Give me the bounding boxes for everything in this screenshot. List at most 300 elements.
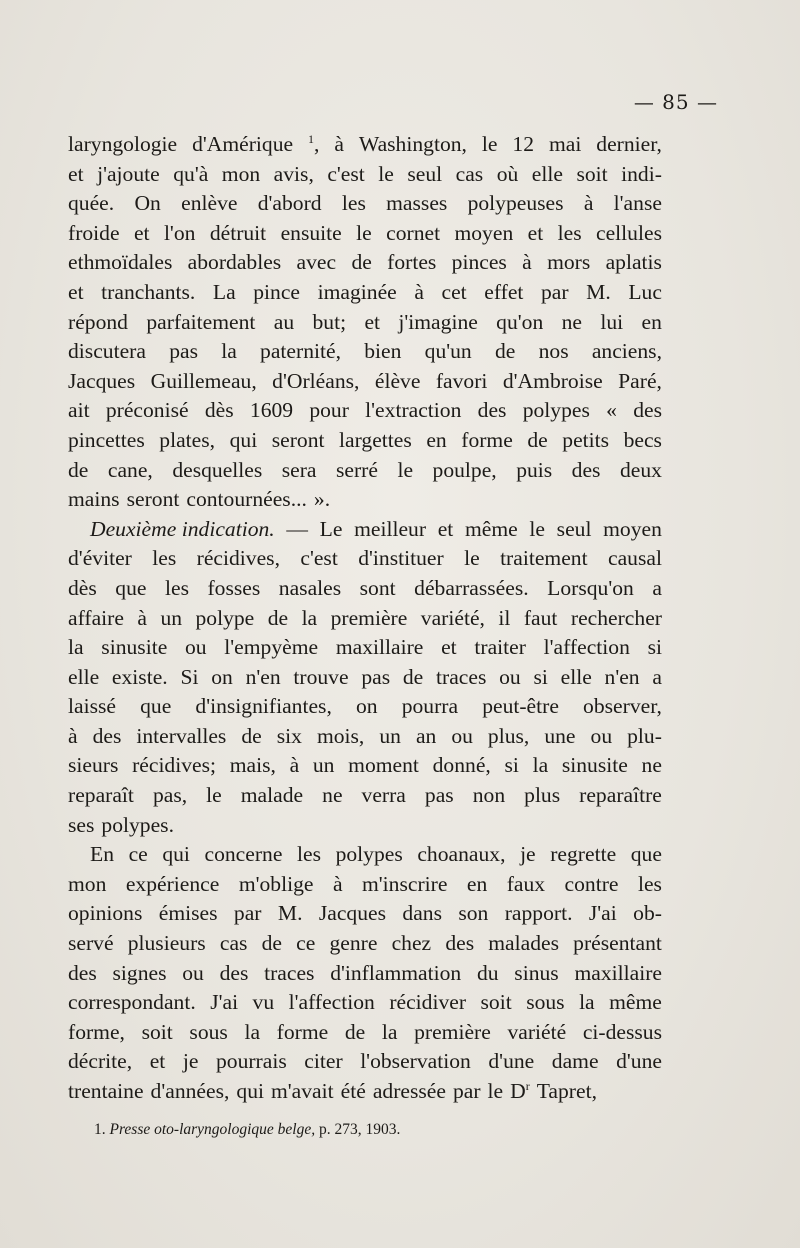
word: laissé bbox=[68, 694, 116, 719]
text-line bbox=[68, 426, 662, 456]
word: ou bbox=[182, 960, 204, 985]
word: enlève bbox=[181, 191, 238, 216]
word: elle bbox=[560, 664, 592, 689]
word: pourrais bbox=[215, 1049, 287, 1074]
word: reparaître bbox=[579, 783, 662, 808]
word: de bbox=[344, 1019, 366, 1044]
word: où bbox=[496, 161, 519, 186]
word: mains bbox=[68, 487, 120, 512]
word: d'Ambroise bbox=[502, 368, 603, 393]
word: la bbox=[381, 1019, 398, 1044]
word: contournées... bbox=[186, 487, 307, 512]
word: moyen bbox=[603, 516, 662, 541]
word: c'est bbox=[300, 546, 338, 571]
word: de bbox=[68, 457, 89, 482]
word: ne bbox=[641, 753, 662, 778]
word: polypeuses bbox=[467, 191, 564, 216]
word: cas bbox=[219, 931, 248, 956]
word: à bbox=[332, 871, 343, 896]
text-line bbox=[68, 751, 662, 781]
word: correspondant. bbox=[68, 990, 196, 1015]
word: pince bbox=[253, 279, 301, 304]
footnote bbox=[94, 1121, 654, 1139]
word: du bbox=[476, 960, 499, 985]
word: la bbox=[579, 990, 595, 1015]
word: meilleur bbox=[354, 516, 427, 541]
word: petits bbox=[562, 427, 610, 452]
word: dernier, bbox=[596, 132, 662, 156]
word: qu'à bbox=[173, 161, 209, 186]
word: et bbox=[133, 220, 150, 245]
text-line bbox=[68, 574, 662, 604]
word: le bbox=[464, 546, 480, 571]
word: les bbox=[297, 842, 321, 867]
word: ethmoïdales bbox=[68, 250, 173, 275]
word: favori bbox=[435, 368, 488, 393]
text-line bbox=[68, 367, 662, 397]
word: verra bbox=[361, 783, 406, 808]
word: les bbox=[637, 871, 662, 896]
text-line bbox=[68, 722, 662, 752]
word: polype bbox=[195, 605, 255, 630]
word: J'ai bbox=[588, 901, 617, 926]
text-line bbox=[68, 840, 662, 870]
word: lui bbox=[600, 309, 624, 334]
word: répond bbox=[68, 309, 128, 334]
word: ait bbox=[68, 398, 90, 423]
word: polypes bbox=[522, 398, 590, 423]
word: récidiver bbox=[389, 990, 467, 1015]
word: ne bbox=[561, 309, 582, 334]
word: ou bbox=[499, 664, 521, 689]
word: forme, bbox=[68, 1019, 125, 1044]
word: ci-dessus bbox=[582, 1019, 662, 1044]
word: à bbox=[583, 191, 594, 216]
word: ob- bbox=[633, 901, 662, 926]
word: Le bbox=[319, 516, 343, 541]
word: de bbox=[241, 723, 262, 748]
word: opinions bbox=[68, 901, 143, 926]
word: d'abord bbox=[257, 191, 322, 216]
word: poulpe, bbox=[432, 457, 497, 482]
word: soit bbox=[480, 990, 512, 1015]
text-line bbox=[68, 781, 662, 811]
word: le bbox=[397, 457, 414, 482]
word: mai bbox=[548, 132, 582, 156]
word: signes bbox=[112, 960, 167, 985]
word: d'instituer bbox=[358, 546, 444, 571]
word: peut-être bbox=[482, 694, 559, 719]
word: le bbox=[356, 220, 372, 245]
word: qui bbox=[162, 842, 190, 867]
text-line bbox=[68, 692, 662, 722]
text-line bbox=[68, 870, 662, 900]
word: M. bbox=[586, 279, 611, 304]
word: débarrassées. bbox=[414, 575, 529, 600]
word: d'années, bbox=[150, 1079, 230, 1103]
word: reparaît bbox=[68, 783, 134, 808]
word: je bbox=[182, 1049, 199, 1074]
word: imaginée bbox=[317, 279, 397, 304]
word: pour bbox=[309, 398, 349, 423]
word: mors bbox=[547, 250, 591, 275]
word: de bbox=[402, 664, 424, 689]
word: une bbox=[544, 723, 576, 748]
word: je bbox=[520, 842, 536, 867]
word: mon bbox=[221, 161, 261, 186]
word: des bbox=[477, 398, 507, 423]
word: — bbox=[286, 516, 308, 541]
word: deux bbox=[619, 457, 662, 482]
word: l'extraction bbox=[365, 398, 462, 423]
word: moment bbox=[348, 753, 419, 778]
text-line bbox=[68, 959, 662, 989]
word: dans bbox=[402, 901, 442, 926]
text-line bbox=[68, 811, 662, 841]
text-line bbox=[68, 633, 662, 663]
word: mon bbox=[68, 871, 107, 896]
word: cas bbox=[455, 161, 484, 186]
word: la bbox=[221, 339, 237, 364]
word: servé bbox=[68, 931, 114, 956]
word: j'imagine bbox=[398, 309, 478, 334]
word: des bbox=[219, 960, 249, 985]
word: moyen bbox=[454, 220, 514, 245]
word: faux bbox=[506, 871, 546, 896]
word: des bbox=[92, 723, 122, 748]
word: nos bbox=[538, 339, 569, 364]
text-line bbox=[68, 899, 662, 929]
word: Tapret, bbox=[536, 1079, 597, 1103]
word: polypes. bbox=[101, 812, 174, 837]
footnote-title: Presse oto-laryngologique belge, bbox=[109, 1121, 316, 1138]
text-line bbox=[68, 1047, 662, 1077]
word: d'Orléans, bbox=[272, 368, 360, 393]
word: sinusite bbox=[561, 753, 628, 778]
word: ses bbox=[68, 812, 95, 837]
word: par bbox=[233, 901, 262, 926]
word: même bbox=[609, 990, 662, 1015]
word: traces bbox=[264, 960, 315, 985]
word: ne bbox=[322, 783, 343, 808]
word: sous bbox=[189, 1019, 228, 1044]
text-line bbox=[68, 929, 662, 959]
word: l'observation bbox=[360, 1049, 471, 1074]
word: choanaux, bbox=[417, 842, 506, 867]
word: le bbox=[378, 161, 394, 186]
word: l'on bbox=[163, 220, 196, 245]
paragraph-3 bbox=[68, 840, 662, 1106]
word: cellules bbox=[596, 220, 662, 245]
word: existe. bbox=[111, 664, 168, 689]
word: pas bbox=[169, 339, 198, 364]
word: à bbox=[68, 723, 78, 748]
word: si bbox=[647, 635, 662, 660]
word: Si bbox=[180, 664, 199, 689]
word: m'oblige bbox=[238, 871, 314, 896]
word: les bbox=[152, 546, 177, 571]
word: la bbox=[301, 605, 318, 630]
word: et bbox=[364, 309, 381, 334]
paragraph-1 bbox=[68, 130, 662, 515]
word: les bbox=[557, 220, 582, 245]
word: et bbox=[68, 279, 84, 304]
text-line bbox=[68, 248, 662, 278]
word: On bbox=[134, 191, 161, 216]
word: sieurs bbox=[68, 753, 119, 778]
word: mois, bbox=[316, 723, 365, 748]
word: J'ai bbox=[210, 990, 239, 1015]
word: parfaitement bbox=[146, 309, 256, 334]
word: aplatis bbox=[605, 250, 662, 275]
word: que bbox=[140, 694, 172, 719]
word: d'inflammation bbox=[330, 960, 462, 985]
word: serré bbox=[336, 457, 378, 482]
word: en bbox=[466, 871, 488, 896]
word: un bbox=[312, 753, 335, 778]
word: Jacques bbox=[68, 368, 136, 393]
word: d'une bbox=[488, 1049, 535, 1074]
word: et bbox=[149, 1049, 166, 1074]
word: en bbox=[426, 427, 447, 452]
word: trentaine bbox=[68, 1079, 144, 1103]
word: qu'un bbox=[424, 339, 472, 364]
word: la bbox=[244, 1019, 261, 1044]
word: plus, bbox=[487, 723, 530, 748]
word: au bbox=[273, 309, 295, 334]
word: en bbox=[641, 309, 662, 334]
word: et bbox=[68, 161, 84, 186]
text-line bbox=[68, 485, 662, 515]
word: fortes bbox=[387, 250, 437, 275]
word: becs bbox=[623, 427, 662, 452]
text-line bbox=[68, 396, 662, 426]
word: citer bbox=[304, 1049, 343, 1074]
word: qui bbox=[229, 427, 258, 452]
word: récidives, bbox=[196, 546, 280, 571]
word: froide bbox=[68, 220, 120, 245]
word: genre bbox=[329, 931, 378, 956]
word: laryngologie bbox=[68, 132, 178, 156]
word: paternité, bbox=[260, 339, 341, 364]
word: plus bbox=[524, 783, 561, 808]
word: an bbox=[415, 723, 437, 748]
word: avec bbox=[296, 250, 337, 275]
word: d'insignifiantes, bbox=[195, 694, 332, 719]
word: pas bbox=[424, 783, 454, 808]
word: il bbox=[498, 605, 511, 630]
text-line bbox=[68, 308, 662, 338]
word: c'est bbox=[327, 161, 365, 186]
word: le bbox=[487, 1079, 504, 1103]
word: pourra bbox=[401, 694, 459, 719]
footnote-ref: $^1$, bbox=[308, 132, 320, 156]
word: a bbox=[652, 575, 662, 600]
word: traitement bbox=[500, 546, 588, 571]
word: En bbox=[90, 842, 114, 867]
text-line bbox=[68, 663, 662, 693]
word: Washington, bbox=[358, 132, 467, 156]
word: que bbox=[115, 575, 147, 600]
word: seront bbox=[126, 487, 180, 512]
text-line bbox=[68, 160, 662, 190]
word: à bbox=[137, 605, 147, 630]
word: donné, bbox=[432, 753, 491, 778]
word: Jacques bbox=[318, 901, 387, 926]
word: adressée bbox=[372, 1079, 446, 1103]
word: et bbox=[437, 516, 454, 541]
word: Luc bbox=[628, 279, 662, 304]
word: de bbox=[351, 250, 372, 275]
word: puis bbox=[516, 457, 553, 482]
word: le bbox=[206, 783, 222, 808]
word: des bbox=[571, 457, 601, 482]
footnote-number: 1. bbox=[94, 1121, 106, 1138]
word: fosses bbox=[207, 575, 261, 600]
word: masses bbox=[386, 191, 448, 216]
word: Paré, bbox=[618, 368, 662, 393]
word: plu- bbox=[627, 723, 662, 748]
word: affaire bbox=[68, 605, 124, 630]
word: ensuite bbox=[280, 220, 342, 245]
word: desquelles bbox=[172, 457, 263, 482]
word: par bbox=[541, 279, 569, 304]
word: détruit bbox=[209, 220, 267, 245]
word: plusieurs bbox=[127, 931, 206, 956]
word: cane, bbox=[107, 457, 153, 482]
word: quée. bbox=[68, 191, 115, 216]
word: on bbox=[211, 664, 233, 689]
word: forme bbox=[461, 427, 513, 452]
footnote-rest: p. 273, 1903. bbox=[319, 1121, 401, 1138]
word: pas, bbox=[152, 783, 188, 808]
word: La bbox=[212, 279, 236, 304]
word: l'empyème bbox=[224, 635, 319, 660]
word: variété, bbox=[420, 605, 485, 630]
word: trouve bbox=[293, 664, 349, 689]
word: que bbox=[630, 842, 662, 867]
word: six bbox=[276, 723, 302, 748]
word: émises bbox=[158, 901, 218, 926]
word: malades bbox=[488, 931, 560, 956]
word: même bbox=[464, 516, 518, 541]
word: polypes bbox=[335, 842, 403, 867]
word: d'Amérique bbox=[192, 132, 294, 156]
word: dame bbox=[551, 1049, 599, 1074]
word: on bbox=[355, 694, 378, 719]
word: présentant bbox=[573, 931, 662, 956]
text-line bbox=[68, 544, 662, 574]
doctor-abbrev: D$^r$ bbox=[510, 1079, 530, 1103]
word: non bbox=[472, 783, 506, 808]
word: par bbox=[452, 1079, 481, 1103]
word: seul bbox=[556, 516, 592, 541]
text-line bbox=[68, 219, 662, 249]
text-line bbox=[68, 189, 662, 219]
word: si bbox=[533, 664, 548, 689]
word: à bbox=[289, 753, 300, 778]
word: qu'on bbox=[496, 309, 544, 334]
word: à bbox=[414, 279, 424, 304]
word: les bbox=[341, 191, 366, 216]
word: ou bbox=[184, 635, 207, 660]
word: cet bbox=[441, 279, 467, 304]
word: traiter bbox=[474, 635, 526, 660]
word: avis, bbox=[273, 161, 314, 186]
word: des bbox=[633, 398, 662, 423]
word: sont bbox=[359, 575, 396, 600]
word: elle bbox=[531, 161, 563, 186]
word: chez bbox=[391, 931, 432, 956]
word: regrette bbox=[550, 842, 617, 867]
word: Lorsqu'on bbox=[547, 575, 634, 600]
text-line bbox=[68, 130, 662, 160]
word: soit bbox=[576, 161, 608, 186]
word: but; bbox=[312, 309, 347, 334]
word: seul bbox=[407, 161, 443, 186]
word: des bbox=[68, 960, 97, 985]
word: cornet bbox=[386, 220, 441, 245]
word: à bbox=[522, 250, 532, 275]
word: de bbox=[267, 605, 289, 630]
word: variété bbox=[507, 1019, 567, 1044]
text-line bbox=[68, 337, 662, 367]
word: à bbox=[334, 132, 344, 156]
word: seront bbox=[271, 427, 325, 452]
word: les bbox=[164, 575, 189, 600]
word: sinus bbox=[514, 960, 559, 985]
word: n'en bbox=[604, 664, 640, 689]
word: nasales bbox=[278, 575, 342, 600]
word: élève bbox=[374, 368, 421, 393]
text-line bbox=[68, 515, 662, 545]
word: soit bbox=[141, 1019, 173, 1044]
word: ou bbox=[451, 723, 473, 748]
word: anciens, bbox=[591, 339, 662, 364]
word: maxillaire bbox=[335, 635, 424, 660]
word: dès bbox=[68, 575, 97, 600]
word: faut bbox=[523, 605, 558, 630]
word: largettes bbox=[339, 427, 412, 452]
word: préconisé bbox=[105, 398, 189, 423]
word: ce bbox=[296, 931, 316, 956]
word: décrite, bbox=[68, 1049, 133, 1074]
word: ». bbox=[313, 487, 331, 512]
word: le bbox=[529, 516, 545, 541]
word: sera bbox=[281, 457, 317, 482]
word: première bbox=[414, 1019, 491, 1044]
word: d'une bbox=[616, 1049, 662, 1074]
word: pincettes bbox=[68, 427, 145, 452]
word: rapport. bbox=[504, 901, 573, 926]
word: récidives; bbox=[132, 753, 217, 778]
word: la bbox=[68, 635, 84, 660]
word: pas bbox=[361, 664, 391, 689]
word: mais, bbox=[229, 753, 276, 778]
word: d'éviter bbox=[68, 546, 132, 571]
word: de bbox=[527, 427, 548, 452]
word: de bbox=[261, 931, 282, 956]
text-line bbox=[68, 456, 662, 486]
word: bien bbox=[364, 339, 402, 364]
word: rechercher bbox=[570, 605, 662, 630]
section-lead: Deuxième indication. bbox=[90, 516, 275, 541]
text-line bbox=[68, 278, 662, 308]
word: observer, bbox=[583, 694, 662, 719]
word: traces bbox=[436, 664, 487, 689]
word: m'inscrire bbox=[361, 871, 448, 896]
word: plates, bbox=[159, 427, 216, 452]
